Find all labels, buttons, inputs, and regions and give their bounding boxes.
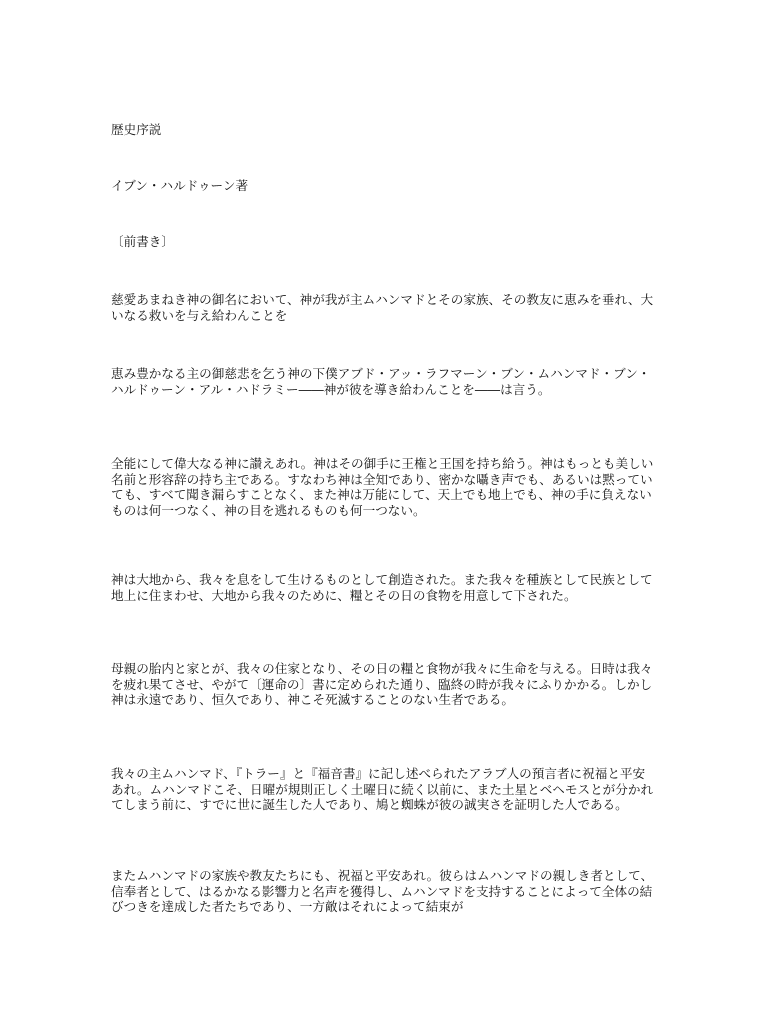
- document-author: イブン・ハルドゥーン著: [111, 178, 249, 193]
- paragraph: 神は大地から、我々を息をして生けるものとして創造された。また我々を種族として民族として地上に住まわせ、大地から我々のために、糧とその日の食物を用意して下された。: [111, 572, 653, 603]
- paragraph: 我々の主ムハンマド、『トラー』と『福音書』に記し述べられたアラブ人の預言者に祝福と平安あれ。ムハンマドこそ、日曜が規則正しく土曜日に続く以前に、また土星とベヘモスとが分かれてしまう前に、すでに世に誕生した人であり、鳩と蜘蛛が彼の誠実さを証明した人である。: [111, 766, 654, 812]
- paragraph: 全能にして偉大なる神に讃えあれ。神はその御手に王権と王国を持ち給う。神はもっとも美しい名前と形容辞の持ち主である。すなわち神は全知であり、密かな囁き声でも、あるいは黙っていても、すべて聞き漏らすことなく、また神は万能にして、天上でも地上でも、神の手に負えないものは何一つなく、神の目を逃れるものも何一つない。: [111, 456, 654, 518]
- paragraph: 恵み豊かなる主の御慈悲を乞う神の下僕アブド・アッ・ラフマーン・ブン・ムハンマド・ブン・ハルドゥーン・アル・ハドラミー――神が彼を導き給わんことを――は言う。: [111, 366, 651, 397]
- paragraph: またムハンマドの家族や教友たちにも、祝福と平安あれ。彼らはムハンマドの親しき者として、信奉者として、はるかなる影響力と名声を獲得し、ムハンマドを支持することによって全体の結びつきを達成した者たちであり、一方敵はそれによって結束が: [111, 868, 654, 914]
- paragraph: 慈愛あまねき神の御名において、神が我が主ムハンマドとその家族、その教友に恵みを垂れ、大いなる救いを与え給わんことを: [111, 292, 654, 323]
- section-heading: 〔前書き〕: [111, 234, 174, 249]
- document-title: 歴史序説: [111, 122, 162, 137]
- paragraph: 母親の胎内と家とが、我々の住家となり、その日の糧と食物が我々に生命を与える。日時は我々を疲れ果てさせ、やがて〔運命の〕書に定められた通り、臨終の時が我々にふりかかる。しかし神は永遠であり、恒久であり、神こそ死滅することのない生者である。: [111, 661, 653, 707]
